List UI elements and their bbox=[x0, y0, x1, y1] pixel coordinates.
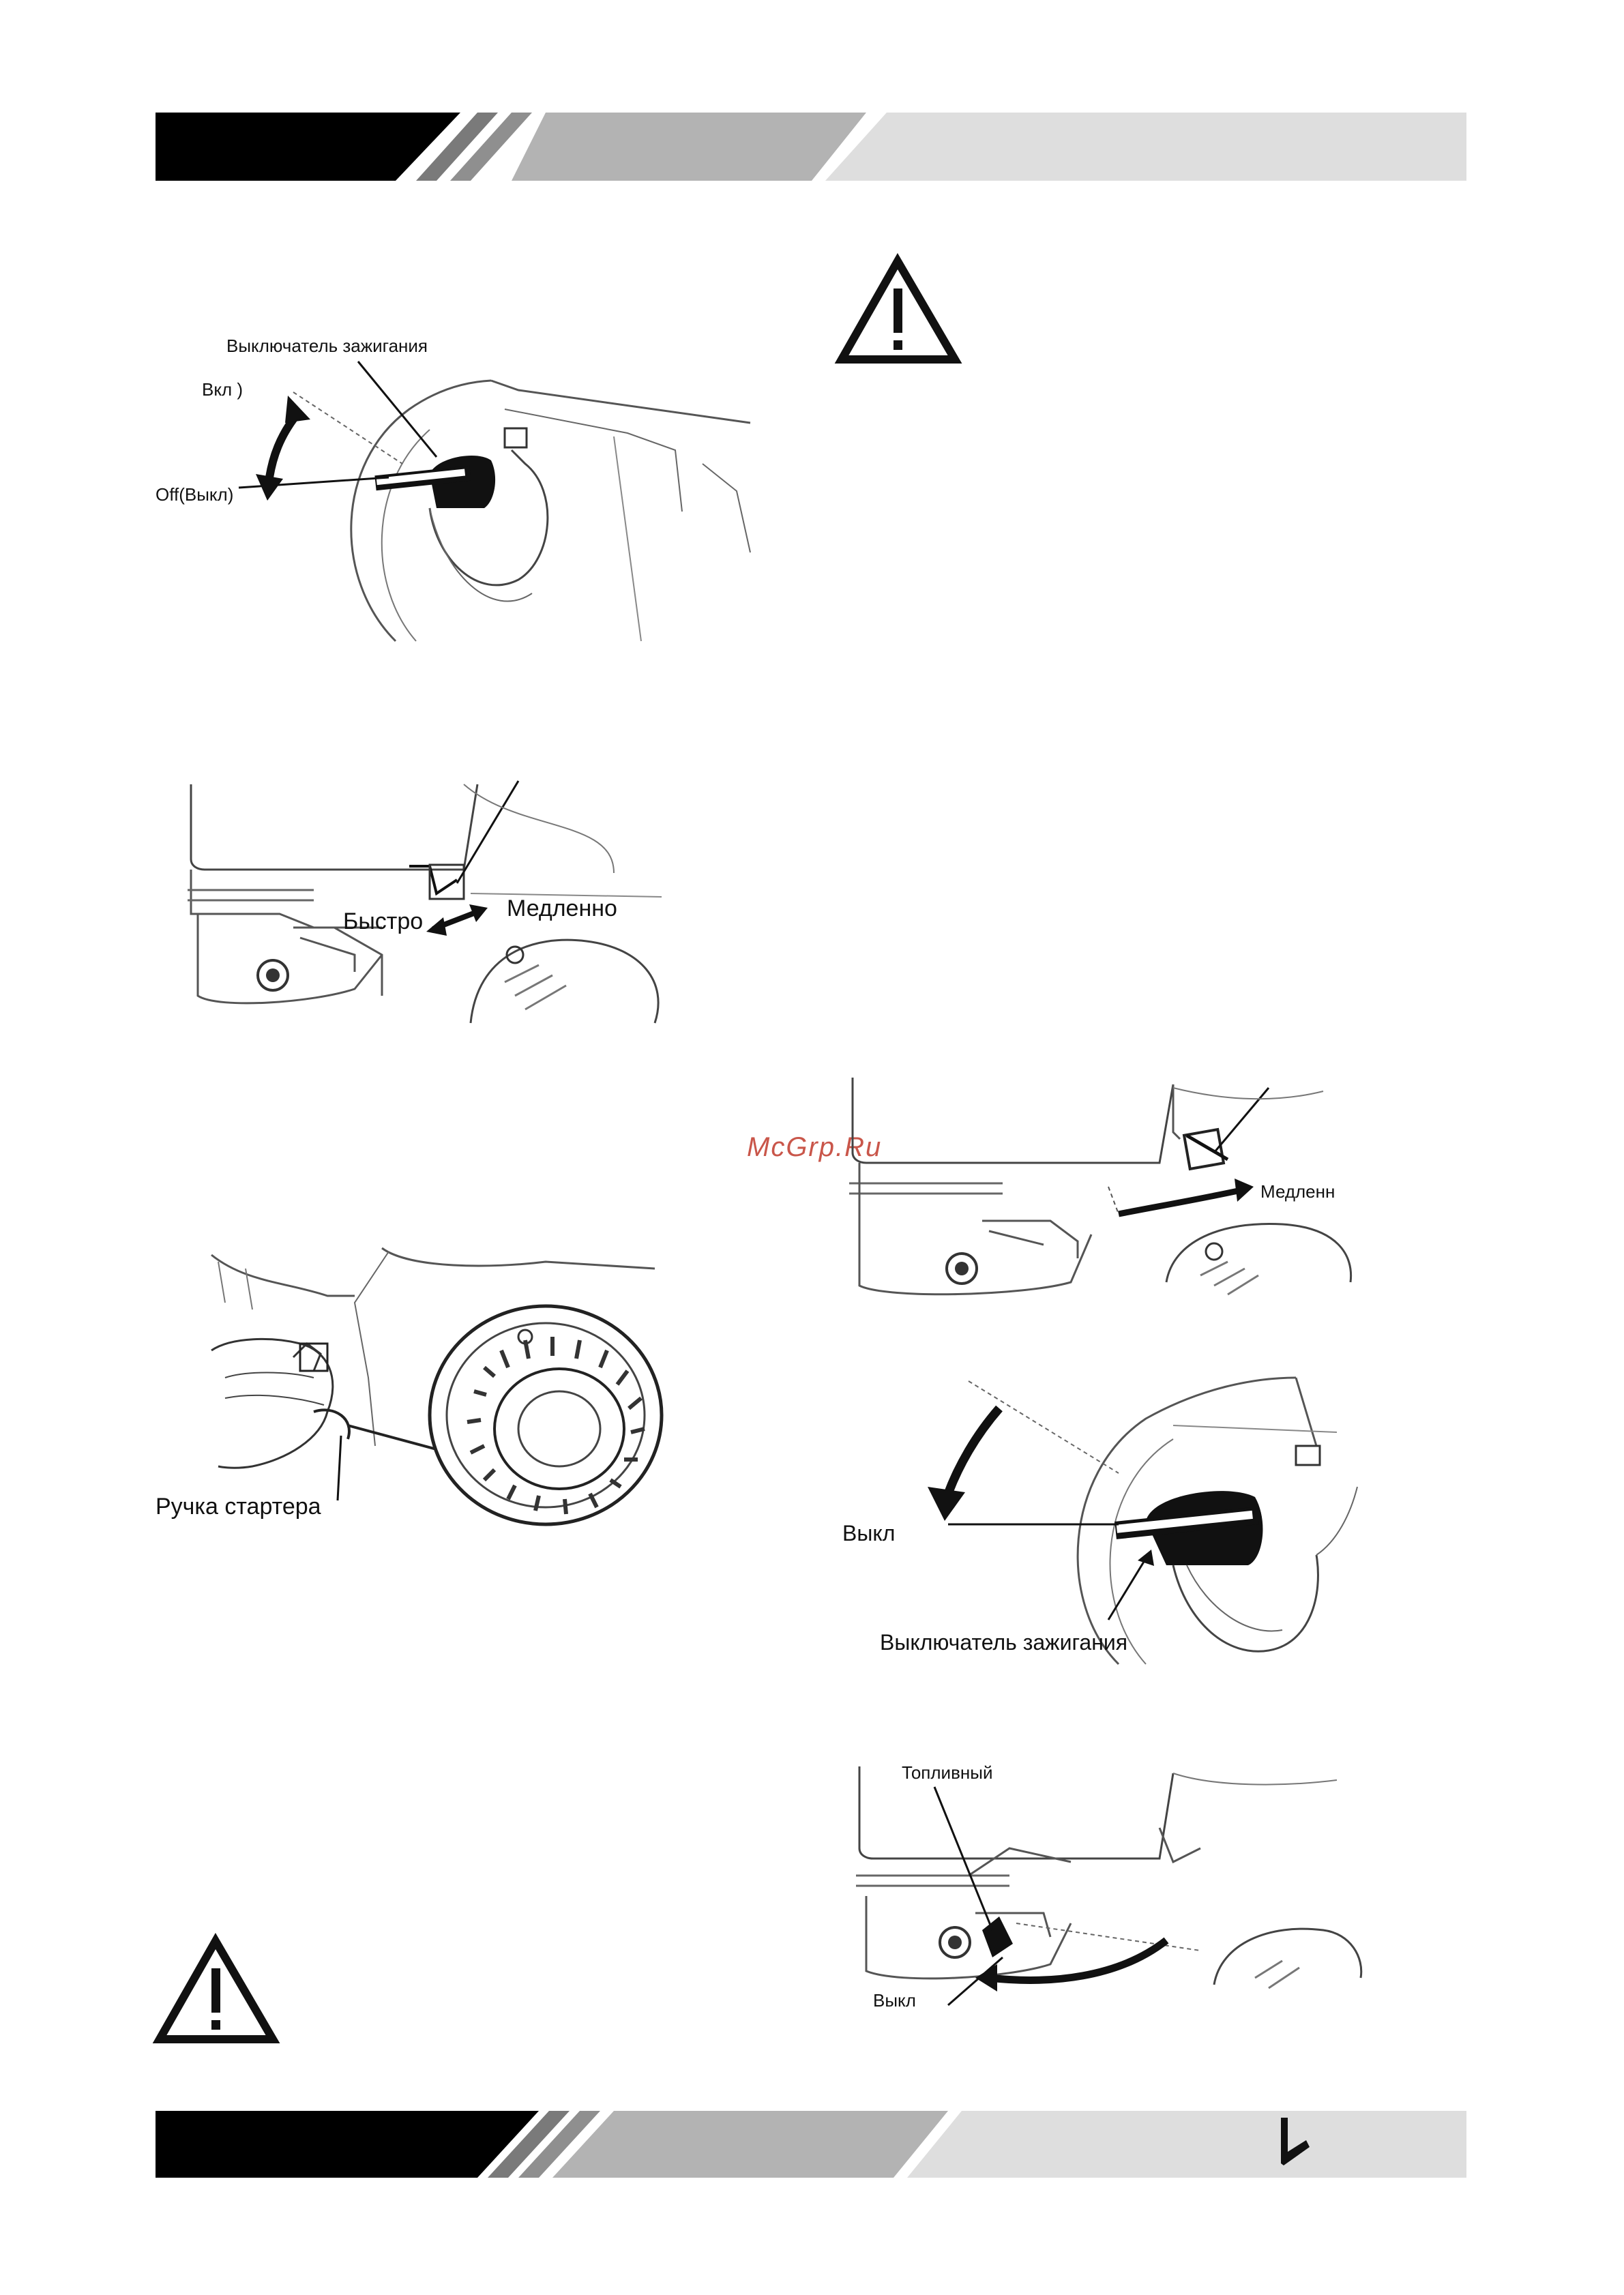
throttle-slow-label-right: Медленн bbox=[1260, 1181, 1335, 1202]
brand-logo-icon bbox=[1275, 2114, 1316, 2176]
ignition-switch-label-right: Выключатель зажигания bbox=[880, 1630, 1128, 1655]
throttle-slow-label: Медленно bbox=[507, 895, 617, 921]
fuel-valve-label: Топливный bbox=[902, 1762, 993, 1783]
warning-icon bbox=[156, 1936, 278, 2045]
ignition-off-label: Off(Выкл) bbox=[156, 484, 234, 505]
starter-handle-label: Ручка стартера bbox=[156, 1494, 321, 1520]
fuel-off-label: Выкл bbox=[873, 1990, 916, 2011]
ignition-off-label-right: Выкл bbox=[842, 1521, 896, 1545]
ignition-switch-label: Выключатель зажигания bbox=[226, 336, 428, 356]
ignition-drawing-right bbox=[846, 1378, 1364, 1664]
fuel-valve-drawing bbox=[846, 1760, 1364, 2005]
starter-drawing bbox=[205, 1241, 682, 1528]
throttle-fast-label: Быстро bbox=[343, 908, 424, 934]
warning-icon bbox=[838, 256, 960, 365]
engine-ignition-drawing bbox=[232, 355, 750, 641]
watermark: McGrp.Ru bbox=[747, 1132, 883, 1162]
ignition-on-label: Вкл ) bbox=[202, 379, 243, 400]
